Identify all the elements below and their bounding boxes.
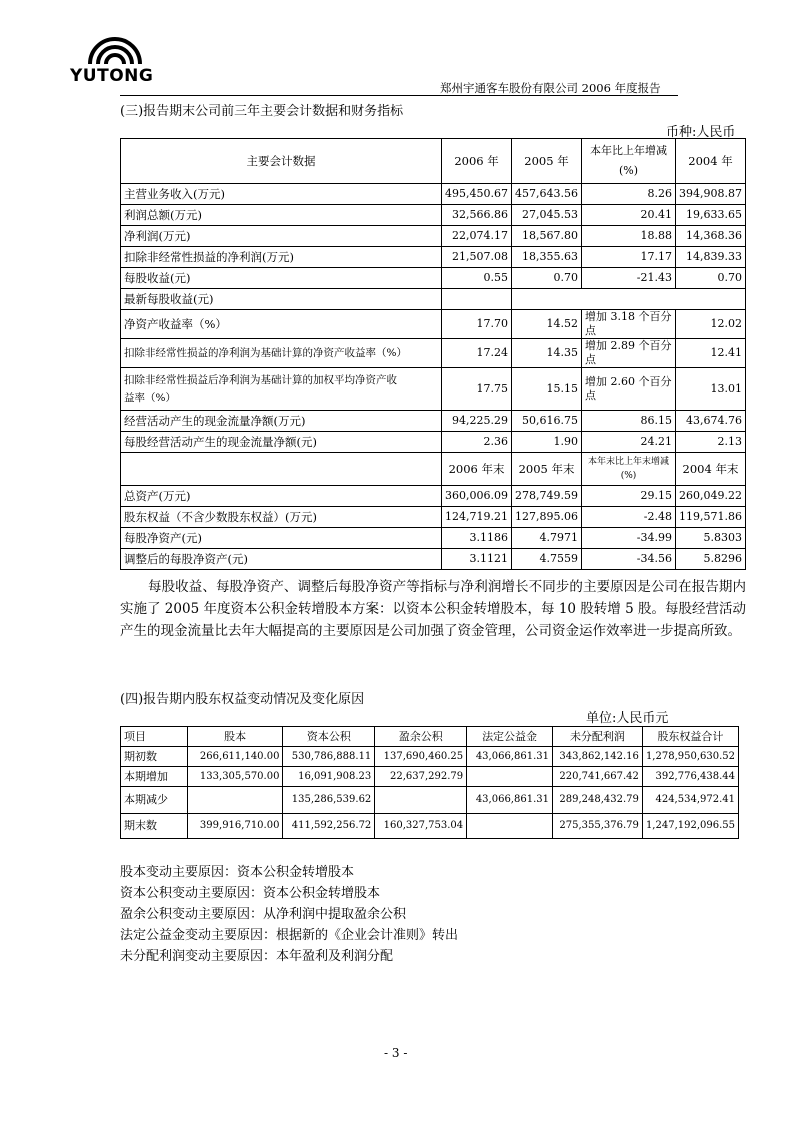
row-label: 每股净资产(元) — [121, 528, 442, 549]
row-label: 期初数 — [121, 747, 188, 767]
row-label: 利润总额(万元) — [121, 205, 442, 226]
row-label: 扣除非经常性损益的净利润(万元) — [121, 247, 442, 268]
cell-value: 133,305,570.00 — [187, 767, 283, 787]
cell-2004: 119,571.86 — [675, 507, 745, 528]
header-change-line2: (%) — [618, 164, 639, 177]
table-row — [121, 411, 746, 432]
cell-2006: 124,719.21 — [442, 507, 512, 528]
page-number: - 3 - — [384, 1046, 408, 1060]
header-item: 项目 — [121, 727, 188, 747]
cell-empty — [442, 289, 512, 310]
cell-value: 343,862,142.16 — [552, 747, 642, 767]
cell-2004: 0.70 — [675, 268, 745, 289]
cell-change: 20.41 — [582, 205, 676, 226]
cell-2004: 43,674.76 — [675, 411, 745, 432]
cell-value: 289,248,432.79 — [552, 787, 642, 814]
cell-2006: 3.1186 — [442, 528, 512, 549]
cell-change: -34.56 — [582, 549, 676, 570]
header-surplus-reserve: 盈余公积 — [375, 727, 467, 747]
table-row — [121, 787, 739, 814]
cell-2005: 278,749.59 — [512, 486, 582, 507]
cell-2006: 21,507.08 — [442, 247, 512, 268]
cell-value: 137,690,460.25 — [375, 747, 467, 767]
row-label: 每股收益(元) — [121, 268, 442, 289]
cell-change: 8.26 — [582, 184, 676, 205]
cell-2005: 127,895.06 — [512, 507, 582, 528]
table-row — [121, 368, 746, 411]
header-2005: 2005 年 — [512, 139, 582, 184]
header-total-equity: 股东权益合计 — [642, 727, 738, 747]
yutong-arc-icon — [86, 36, 144, 66]
cell-2006: 2.36 — [442, 432, 512, 453]
change-reasons-list — [120, 862, 458, 967]
table-row — [121, 226, 746, 247]
cell-2006: 32,566.86 — [442, 205, 512, 226]
cell-2005: 18,567.80 — [512, 226, 582, 247]
header-share-capital: 股本 — [187, 727, 283, 747]
header-2006-end: 2006 年末 — [442, 453, 512, 486]
cell-2005: 4.7971 — [512, 528, 582, 549]
row-label: 股东权益（不含少数股东权益）(万元) — [121, 507, 442, 528]
table-row — [121, 184, 746, 205]
cell-value: 392,776,438.44 — [642, 767, 738, 787]
cell-change: 增加 2.60 个百分点 — [582, 368, 676, 411]
cell-2005: 0.70 — [512, 268, 582, 289]
cell-value — [467, 814, 553, 839]
list-item: 股本变动主要原因：资本公积金转增股本 — [120, 865, 355, 880]
cell-2004: 19,633.65 — [675, 205, 745, 226]
cell-change: 24.21 — [582, 432, 676, 453]
table-subheader-row — [121, 453, 746, 486]
cell-2004: 394,908.87 — [675, 184, 745, 205]
row-label: 经营活动产生的现金流量净额(万元) — [121, 411, 442, 432]
cell-2006: 17.75 — [442, 368, 512, 411]
table-row — [121, 339, 746, 368]
header-change-line1: 本年比上年增减 — [590, 144, 667, 157]
table-header-row — [121, 727, 739, 747]
currency-note: 币种:人民币 — [666, 125, 736, 140]
header-divider — [120, 95, 678, 96]
cell-2006: 0.55 — [442, 268, 512, 289]
row-label: 扣除非经常性损益的净利润为基础计算的净资产收益率（%） — [121, 339, 442, 368]
list-item: 未分配利润变动主要原因：本年盈利及利润分配 — [120, 949, 394, 964]
row-label: 调整后的每股净资产(元) — [121, 549, 442, 570]
row-label: 本期减少 — [121, 787, 188, 814]
cell-2004: 12.02 — [675, 310, 745, 339]
table-row — [121, 432, 746, 453]
cell-value: 411,592,256.72 — [283, 814, 375, 839]
cell-change: 29.15 — [582, 486, 676, 507]
cell-value — [467, 767, 553, 787]
cell-2004: 13.01 — [675, 368, 745, 411]
cell-2005: 14.52 — [512, 310, 582, 339]
section3-title: (三)报告期末公司前三年主要会计数据和财务指标 — [120, 104, 404, 119]
cell-change: 增加 3.18 个百分点 — [582, 310, 676, 339]
table-row — [121, 747, 739, 767]
cell-2005: 1.90 — [512, 432, 582, 453]
cell-2005: 27,045.53 — [512, 205, 582, 226]
table-row — [121, 310, 746, 339]
cell-value: 43,066,861.31 — [467, 787, 553, 814]
cell-2004: 14,368.36 — [675, 226, 745, 247]
cell-change: -21.43 — [582, 268, 676, 289]
cell-value — [187, 787, 283, 814]
row-label: 总资产(万元) — [121, 486, 442, 507]
table-header-row — [121, 139, 746, 184]
cell-value: 160,327,753.04 — [375, 814, 467, 839]
table-row — [121, 507, 746, 528]
cell-change: 17.17 — [582, 247, 676, 268]
cell-2004: 14,839.33 — [675, 247, 745, 268]
cell-value: 530,786,888.11 — [283, 747, 375, 767]
cell-2005: 50,616.75 — [512, 411, 582, 432]
table-row — [121, 289, 746, 310]
company-logo — [70, 36, 160, 92]
header-2005-end: 2005 年末 — [512, 453, 582, 486]
cell-change: 86.15 — [582, 411, 676, 432]
cell-2006: 17.70 — [442, 310, 512, 339]
header-2004-end: 2004 年末 — [675, 453, 745, 486]
header-change — [582, 139, 676, 184]
row-label — [121, 368, 442, 411]
list-item: 资本公积变动主要原因：资本公积金转增股本 — [120, 886, 381, 901]
header-item: 主要会计数据 — [121, 139, 442, 184]
cell-2004: 260,049.22 — [675, 486, 745, 507]
header-capital-reserve: 资本公积 — [283, 727, 375, 747]
cell-value: 266,611,140.00 — [187, 747, 283, 767]
table-row — [121, 268, 746, 289]
cell-value: 275,355,376.79 — [552, 814, 642, 839]
report-header-title: 郑州宇通客车股份有限公司 2006 年度报告 — [440, 81, 661, 95]
cell-value: 43,066,861.31 — [467, 747, 553, 767]
table-row — [121, 247, 746, 268]
cell-2006: 94,225.29 — [442, 411, 512, 432]
logo-text: YUTONG — [70, 66, 154, 86]
cell-2006: 22,074.17 — [442, 226, 512, 247]
table-row — [121, 205, 746, 226]
cell-change: -2.48 — [582, 507, 676, 528]
row-label-line2: 益率（%） — [124, 392, 176, 404]
row-label: 每股经营活动产生的现金流量净额(元) — [121, 432, 442, 453]
cell-2005: 15.15 — [512, 368, 582, 411]
cell-2006: 3.1121 — [442, 549, 512, 570]
cell-2004: 12.41 — [675, 339, 745, 368]
cell-value: 135,286,539.62 — [283, 787, 375, 814]
cell-2004: 2.13 — [675, 432, 745, 453]
cell-empty — [512, 289, 746, 310]
cell-value: 1,278,950,630.52 — [642, 747, 738, 767]
explanation-paragraph: 每股收益、每股净资产、调整后每股净资产等指标与净利润增长不同步的主要原因是公司在报告期内实施了 2005 年度资本公积金转增股本方案：以资本公积金转增股本，每 10 股转增 5 股。每股经营活动产生的现金流量比去年大幅提高的主要原因是公司加强了资金管理，公司资金运作效率进一步提高所致。 — [120, 579, 746, 639]
table-row — [121, 767, 739, 787]
table-row — [121, 814, 739, 839]
cell-value: 220,741,667.42 — [552, 767, 642, 787]
list-item: 法定公益金变动主要原因：根据新的《企业会计准则》转出 — [120, 928, 459, 943]
cell-2006: 17.24 — [442, 339, 512, 368]
header-2004: 2004 年 — [675, 139, 745, 184]
cell-2006: 495,450.67 — [442, 184, 512, 205]
unit-note: 单位:人民币元 — [586, 711, 669, 726]
header-welfare-fund: 法定公益金 — [467, 727, 553, 747]
cell-2004: 5.8296 — [675, 549, 745, 570]
cell-2004: 5.8303 — [675, 528, 745, 549]
cell-2005: 4.7559 — [512, 549, 582, 570]
cell-value — [375, 787, 467, 814]
header-undistributed-profit: 未分配利润 — [552, 727, 642, 747]
section4-title: (四)报告期内股东权益变动情况及变化原因 — [120, 692, 365, 707]
row-label-line1: 扣除非经常性损益后净利润为基础计算的加权平均净资产收 — [124, 374, 397, 386]
header-change-end: 本年末比上年末增减(%) — [582, 453, 676, 486]
cell-2006: 360,006.09 — [442, 486, 512, 507]
financial-data-table — [120, 138, 746, 570]
cell-change: 18.88 — [582, 226, 676, 247]
cell-value: 424,534,972.41 — [642, 787, 738, 814]
row-label: 净资产收益率（%） — [121, 310, 442, 339]
cell-2005: 14.35 — [512, 339, 582, 368]
cell-change: 增加 2.89 个百分点 — [582, 339, 676, 368]
header-2006: 2006 年 — [442, 139, 512, 184]
cell-value: 22,637,292.79 — [375, 767, 467, 787]
equity-change-table — [120, 726, 739, 839]
cell-change: -34.99 — [582, 528, 676, 549]
cell-value: 16,091,908.23 — [283, 767, 375, 787]
cell-value: 399,916,710.00 — [187, 814, 283, 839]
row-label: 净利润(万元) — [121, 226, 442, 247]
table-row — [121, 549, 746, 570]
cell-empty — [121, 453, 442, 486]
table-row — [121, 528, 746, 549]
cell-2005: 18,355.63 — [512, 247, 582, 268]
row-label: 期末数 — [121, 814, 188, 839]
table-row — [121, 486, 746, 507]
row-label: 主营业务收入(万元) — [121, 184, 442, 205]
cell-value: 1,247,192,096.55 — [642, 814, 738, 839]
row-label: 本期增加 — [121, 767, 188, 787]
list-item: 盈余公积变动主要原因：从净利润中提取盈余公积 — [120, 907, 407, 922]
cell-2005: 457,643.56 — [512, 184, 582, 205]
row-label: 最新每股收益(元) — [121, 289, 442, 310]
